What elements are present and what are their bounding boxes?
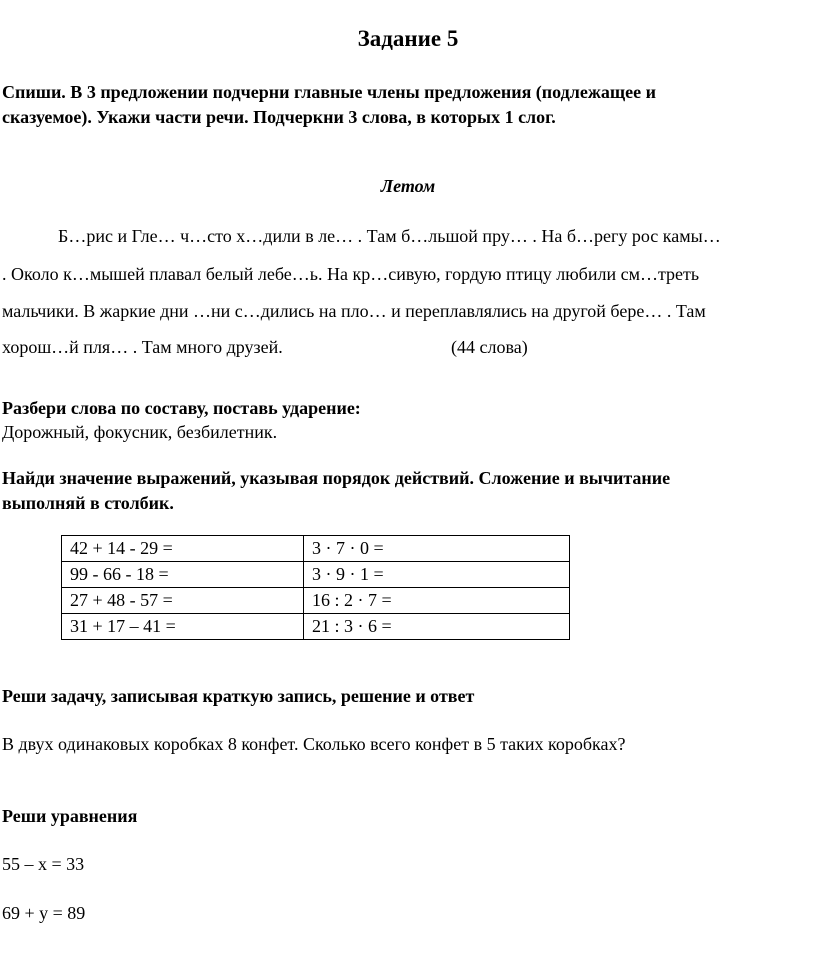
text-title: Летом — [380, 176, 436, 196]
task2-words: Дорожный, фокусник, безбилетник. — [2, 422, 278, 442]
text-line-2: . Около к…мышей плавал белый лебе…ь. На кр…сивую, гордую птицу любили см…треть — [2, 264, 700, 284]
table-cell: 3 · 9 · 1 = — [304, 562, 570, 588]
table-cell: 27 + 48 - 57 = — [62, 588, 304, 614]
task3-instruction-line1: Найди значение выражений, указывая порядок действий. Сложение и вычитание — [2, 468, 671, 488]
table-cell: 42 + 14 - 29 = — [62, 536, 304, 562]
table-row — [62, 614, 570, 640]
task3-instruction-line2: выполняй в столбик. — [2, 493, 174, 513]
text-line-4: хорош…й пля… . Там много друзей. — [2, 337, 283, 357]
task4-problem: В двух одинаковых коробках 8 конфет. Сколько всего конфет в 5 таких коробках? — [2, 734, 626, 754]
task5-instruction: Реши уравнения — [2, 806, 138, 826]
task4-instruction: Реши задачу, записывая краткую запись, решение и ответ — [2, 686, 475, 706]
table-cell: 31 + 17 – 41 = — [62, 614, 304, 640]
page-title: Задание 5 — [357, 26, 459, 51]
equation-2: 69 + у = 89 — [2, 903, 86, 923]
table-cell: 21 : 3 · 6 = — [304, 614, 570, 640]
table-row — [62, 536, 570, 562]
expressions-table — [61, 535, 570, 640]
text-line-1: Б…рис и Гле… ч…сто х…дили в ле… . Там б…льшой пру… . На б…регу рос камы… — [58, 226, 721, 246]
task1-instruction-line1: Спиши. В 3 предложении подчерни главные члены предложения (подлежащее и — [2, 82, 656, 102]
text-line-3: мальчики. В жаркие дни …ни с…дились на пло… и переплавлялись на другой бере… . Там — [2, 301, 706, 321]
table-cell: 99 - 66 - 18 = — [62, 562, 304, 588]
table-cell: 3 · 7 · 0 = — [304, 536, 570, 562]
task1-instruction-line2: сказуемое). Укажи части речи. Подчеркни 3 слова, в которых 1 слог. — [2, 107, 556, 127]
equation-1: 55 – х = 33 — [2, 854, 85, 874]
table-row — [62, 562, 570, 588]
task2-instruction: Разбери слова по составу, поставь ударение: — [2, 398, 361, 418]
table-row — [62, 588, 570, 614]
word-count: (44 слова) — [451, 337, 528, 357]
table-cell: 16 : 2 · 7 = — [304, 588, 570, 614]
